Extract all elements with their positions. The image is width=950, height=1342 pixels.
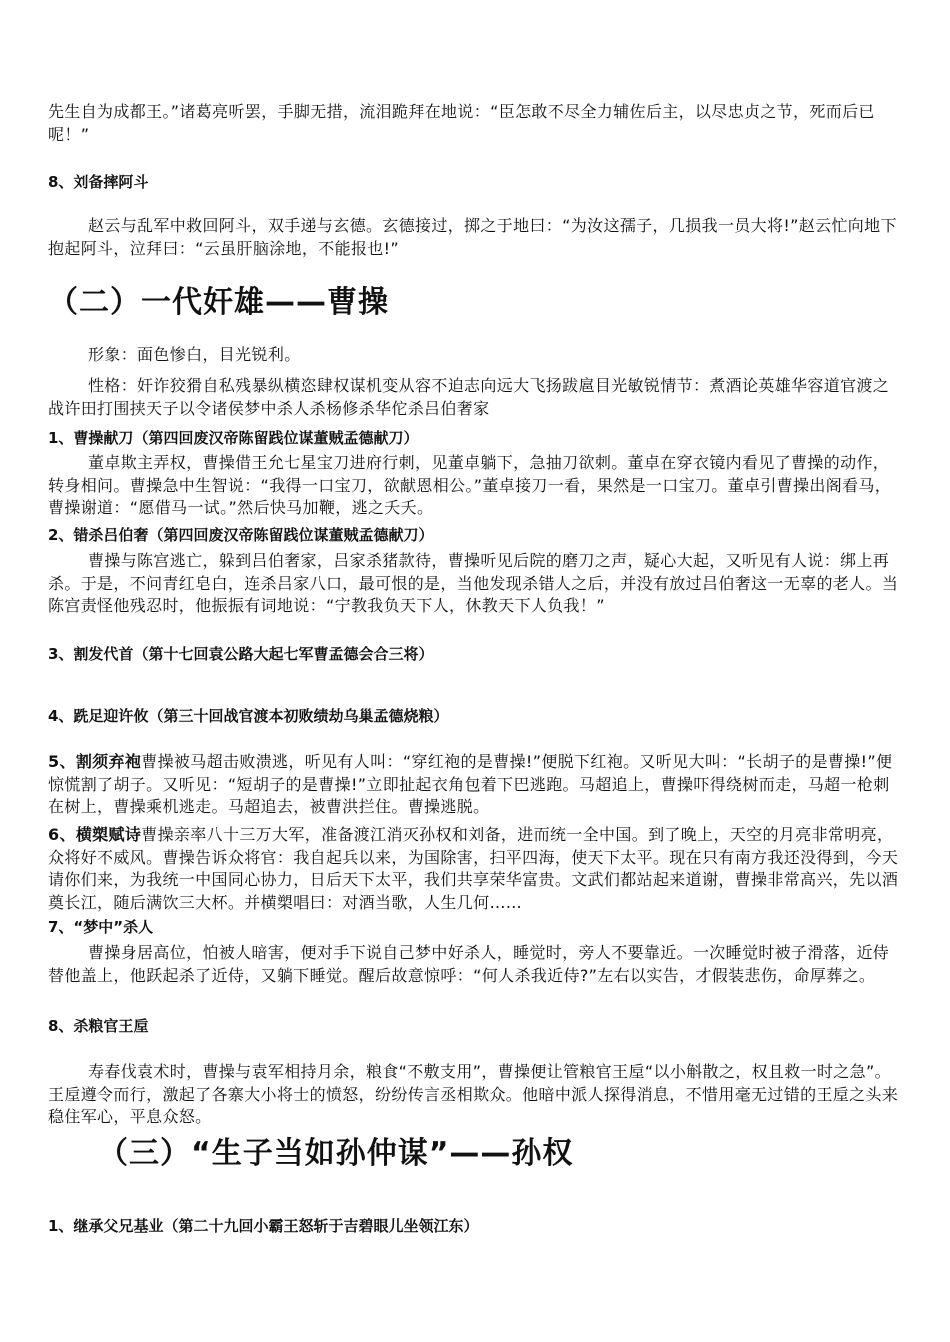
caocao-paragraph-6: 曹操亲率八十三万大军，准备渡江消灭孙权和刘备，进而统一全中国。到了晚上，天空的月亮非常明亮，众将好不威风。曹操告诉众将官：我自起兵以来，为国除害，扫平四海，使天下太平。现在只有南方我还没得到，今天请你们来，为我统一中国同心协力，日后天下太平，我们共享荣华富贵。文武们都站起来道谢，曹操非常高兴，先以酒奠长江，随后满饮三大杯。并横槊唱曰：对酒当歌，人生几何…… bbox=[48, 825, 899, 912]
caocao-heading-1: 1、曹操献刀（第四回废汉帝陈留践位谋董贼孟德献刀） bbox=[48, 429, 419, 447]
sunquan-heading-1: 1、继承父兄基业（第二十九回小霸王怒斩于吉碧眼儿坐领江东） bbox=[48, 1217, 479, 1235]
caocao-heading-7: 7、“梦中”杀人 bbox=[48, 918, 154, 936]
liubei-paragraph-8: 赵云与乱军中救回阿斗，双手递与玄德。玄德接过，掷之于地曰：“为汝这孺子，几损我一员大将!”赵云忙向地下抱起阿斗，泣拜曰：“云虽肝脑涂地，不能报也!” bbox=[48, 216, 897, 258]
caocao-paragraph-5: 曹操被马超击败溃逃，听见有人叫：“穿红袍的是曹操!”便脱下红袍。又听见大叫：“长胡子的是曹操!”便惊慌割了胡子。又听见：“短胡子的是曹操!”立即扯起衣角包着下巴逃跑。马超追上，曹操吓得绕树而走，马超一枪刺在树上，曹操乘机逃走。马超追去，被曹洪拦住。曹操逃脱。 bbox=[48, 752, 893, 816]
caocao-section-6 bbox=[48, 824, 903, 914]
caocao-heading-3: 3、割发代首（第十七回袁公路大起七军曹孟德会合三将） bbox=[48, 645, 434, 663]
caocao-heading-2: 2、错杀吕伯奢（第四回废汉帝陈留践位谋董贼孟德献刀） bbox=[48, 526, 434, 544]
caocao-paragraph-2: 曹操与陈宫逃亡，躲到吕伯奢家，吕家杀猪款待，曹操听见后院的磨刀之声，疑心大起，又听见有人说：绑上再杀。于是，不问青红皂白，连杀吕家八口，最可恨的是，当他发现杀错人之后，并没有放过吕伯奢这一无辜的老人。当陈宫责怪他残忍时，他振振有词地说：“宁教我负天下人，休教天下人负我！” bbox=[48, 551, 899, 615]
caocao-image: 形象：面色惨白，目光锐利。 bbox=[88, 345, 301, 364]
caocao-heading-5: 5、割须弃袍 bbox=[48, 752, 142, 771]
intro-paragraph: 先生自为成都王。”诸葛亮听罢，手脚无措，流泪跪拜在地说：“臣怎敢不尽全力辅佐后主，以尽忠贞之节，死而后已呢！” bbox=[48, 102, 875, 144]
caocao-heading-4: 4、跣足迎许攸（第三十回战官渡本初败绩劫乌巢孟德烧粮） bbox=[48, 707, 449, 725]
caocao-paragraph-7: 曹操身居高位，怕被人暗害，便对手下说自己梦中好杀人，睡觉时，旁人不要靠近。一次睡觉时被子滑落，近侍替他盖上，他跃起杀了近侍，又躺下睡觉。醒后故意惊呼：“何人杀我近侍?”左右以实告，才假装悲伤，命厚葬之。 bbox=[48, 943, 890, 985]
caocao-heading-6: 6、横槊赋诗 bbox=[48, 825, 142, 844]
caocao-paragraph-1: 董卓欺主弄权，曹操借王允七星宝刀进府行刺，见董卓躺下，急抽刀欲刺。董卓在穿衣镜内看见了曹操的动作，转身相问。曹操急中生智说：“我得一口宝刀，欲献恩相公。”董卓接刀一看，果然是一口宝刀。董卓引曹操出阁看马，曹操谢道：“愿借马一试。”然后快马加鞭，逃之夭夭。 bbox=[48, 453, 892, 517]
section-title-sunquan: （三）“生子当如孙仲谋”——孙权 bbox=[98, 1136, 574, 1171]
caocao-section-5 bbox=[48, 751, 903, 819]
liubei-heading-8: 8、刘备摔阿斗 bbox=[48, 173, 149, 191]
section-title-caocao: （二）一代奸雄——曹操 bbox=[48, 285, 389, 320]
caocao-heading-8: 8、杀粮官王垕 bbox=[48, 1017, 149, 1035]
caocao-paragraph-8: 寿春伐袁术时，曹操与袁军相持月余，粮食“不敷支用”，曹操便让管粮官王垕“以小斛散之，权且救一时之急”。王垕遵令而行，激起了各寨大小将士的愤怒，纷纷传言丞相欺众。他暗中派人探得消息，不惜用毫无过错的王垕之头来稳住军心，平息众怒。 bbox=[48, 1062, 899, 1126]
caocao-character: 性格：奸诈狡猾自私残暴纵横恣肆权谋机变从容不迫志向远大飞扬跋扈目光敏锐情节：煮酒论英雄华容道官渡之战许田打围挟天子以令诸侯梦中杀人杀杨修杀华佗杀吕伯奢家 bbox=[48, 376, 890, 418]
